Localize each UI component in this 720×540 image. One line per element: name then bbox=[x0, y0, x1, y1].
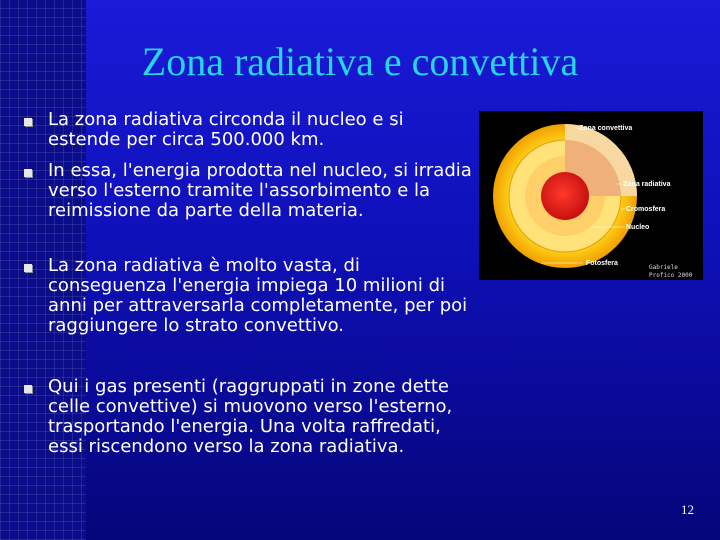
bullet-text: La zona radiativa circonda il nucleo e si estende per circa 500.000 km. bbox=[48, 109, 404, 150]
bullet-text: La zona radiativa è molto vasta, di conseguenza l'energia impiega 10 milioni di anni per attraversarla completamente, per poi raggiungere lo strato convettivo. bbox=[48, 255, 468, 336]
sun-structure-diagram bbox=[479, 111, 703, 280]
label-radiative-zone: Zona radiativa bbox=[623, 181, 671, 188]
square-bullet-icon bbox=[24, 169, 32, 177]
square-bullet-icon bbox=[24, 385, 32, 393]
bullet-text: Qui i gas presenti (raggruppati in zone dette celle convettive) si muovono verso l'esterno, trasportando l'energia. Una volta raffredati, essi riscendono verso la zona radiativa. bbox=[48, 376, 453, 457]
square-bullet-icon bbox=[24, 264, 32, 272]
square-bullet-icon bbox=[24, 118, 32, 126]
bullet-item bbox=[20, 256, 475, 377]
credit-line-2: Profico 2000 bbox=[649, 272, 693, 279]
label-photosphere: Fotosfera bbox=[586, 260, 618, 267]
bullet-item bbox=[20, 110, 475, 161]
bullet-list bbox=[20, 110, 475, 457]
core-shape bbox=[541, 172, 589, 220]
bullet-item bbox=[20, 377, 475, 457]
bullet-text: In essa, l'energia prodotta nel nucleo, si irradia verso l'esterno tramite l'assorbimento e la reimissione da parte della materia. bbox=[48, 160, 472, 221]
label-convective-zone: Zona convettiva bbox=[579, 125, 633, 132]
label-core: Nucleo bbox=[626, 224, 650, 231]
bullet-item bbox=[20, 161, 475, 256]
slide-title: Zona radiativa e convettiva bbox=[141, 39, 579, 84]
credit-line-1: Gabriele bbox=[649, 264, 678, 271]
sun-cross-section-image bbox=[479, 111, 703, 280]
label-chromosphere: Cromosfera bbox=[626, 206, 666, 213]
page-number: 12 bbox=[681, 502, 694, 517]
